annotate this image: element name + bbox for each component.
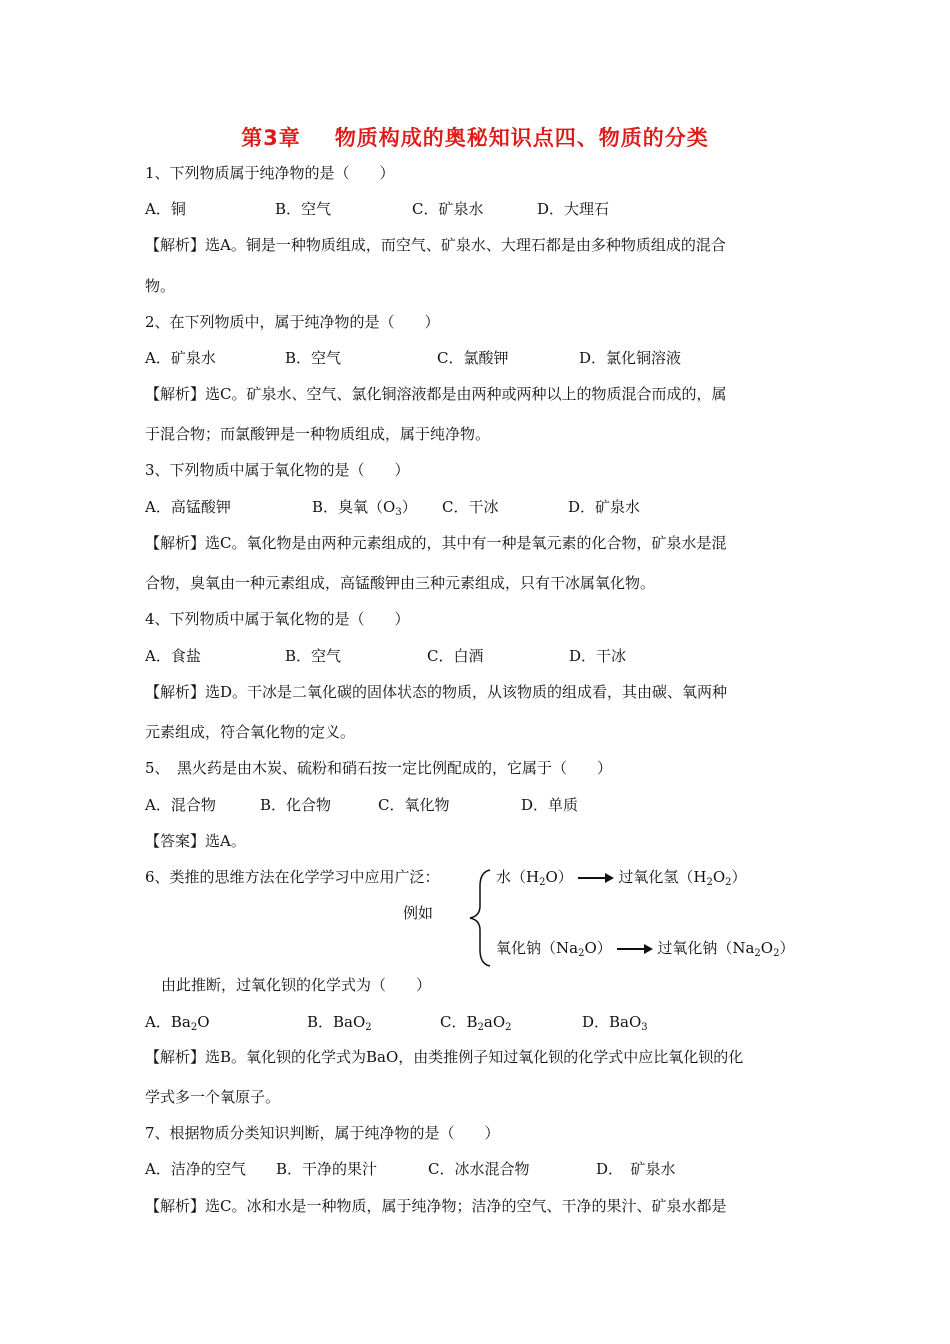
option-b: B．空气 bbox=[285, 349, 342, 367]
option-c: C．矿泉水 bbox=[412, 200, 484, 218]
option-c: C．冰水混合物 bbox=[428, 1160, 530, 1178]
q2-analysis-line2: 于混合物；而氯酸钾是一种物质组成，属于纯净物。 bbox=[145, 425, 491, 443]
q2-analysis-line1: 【解析】选C。矿泉水、空气、氯化铜溶液都是由两种或两种以上的物质混合而成的，属 bbox=[145, 385, 727, 403]
q4-stem: 4、下列物质中属于氧化物的是（ ） bbox=[145, 610, 410, 628]
q5-stem: 5、 黑火药是由木炭、硫粉和硝石按一定比例配成的，它属于（ ） bbox=[145, 759, 613, 777]
q6-options bbox=[145, 1012, 795, 1032]
arrow-right-icon bbox=[617, 943, 653, 955]
option-b: B．臭氧$(O_3)$ bbox=[312, 498, 417, 518]
q4-analysis-line2: 元素组成，符合氧化物的定义。 bbox=[145, 723, 356, 741]
q3-analysis-line1: 【解析】选C。氧化物是由两种元素组成的，其中有一种是氧元素的化合物，矿泉水是混 bbox=[145, 534, 727, 552]
q6-analysis-line1: 【解析】选B。氧化钡的化学式为BaO，由类推例子知过氧化钡的化学式中应比氧化钡的化 bbox=[145, 1048, 744, 1066]
q6-stem: 6、类推的思维方法在化学学习中应用广泛： bbox=[145, 868, 440, 886]
q3-analysis-line2: 合物，臭氧由一种元素组成，高锰酸钾由三种元素组成，只有干冰属氧化物。 bbox=[145, 574, 656, 592]
option-c: C．氯酸钾 bbox=[437, 349, 509, 367]
chapter-topic: 物质构成的奥秘知识点四、物质的分类 bbox=[334, 126, 709, 150]
option-b: B．空气 bbox=[275, 200, 332, 218]
q6-example-row2: 氧化钠$(Na_2O)$ 过氧化钠$(Na_2O_2)$ bbox=[496, 939, 795, 959]
option-a: A．混合物 bbox=[145, 796, 216, 814]
option-b: B．干净的果汁 bbox=[276, 1160, 378, 1178]
q1-analysis-line2: 物。 bbox=[145, 277, 176, 295]
q6-analysis-line2: 学式多一个氧原子。 bbox=[145, 1088, 281, 1106]
option-c: C．白酒 bbox=[427, 647, 484, 665]
q7-stem: 7、根据物质分类知识判断，属于纯净物的是（ ） bbox=[145, 1124, 500, 1142]
q7-analysis-line1: 【解析】选C。冰和水是一种物质，属于纯净物；洁净的空气、干净的果汁、矿泉水都是 bbox=[145, 1197, 727, 1215]
option-a: A．洁净的空气 bbox=[145, 1160, 246, 1178]
option-d: D．干冰 bbox=[569, 647, 627, 665]
q1-stem: 1、下列物质属于纯净物的是（ ） bbox=[145, 164, 395, 182]
option-d: D．BaO$_3$ bbox=[582, 1013, 648, 1033]
q1-analysis-line1: 【解析】选A。铜是一种物质组成，而空气、矿泉水、大理石都是由多种物质组成的混合 bbox=[145, 236, 726, 254]
q3-options bbox=[145, 497, 795, 517]
option-b: B．空气 bbox=[285, 647, 342, 665]
option-d: D． 矿泉水 bbox=[596, 1160, 676, 1178]
q3-stem: 3、下列物质中属于氧化物的是（ ） bbox=[145, 461, 410, 479]
option-b: B．BaO$_2$ bbox=[307, 1013, 372, 1033]
chapter-label: 第3章 bbox=[241, 126, 301, 150]
option-c: C．氧化物 bbox=[378, 796, 450, 814]
q2-options bbox=[145, 348, 795, 368]
arrow-right-icon bbox=[578, 872, 614, 884]
option-a: A．矿泉水 bbox=[145, 349, 216, 367]
option-d: D．氯化铜溶液 bbox=[579, 349, 682, 367]
q1-options bbox=[145, 199, 795, 219]
option-c: C．干冰 bbox=[442, 498, 499, 516]
option-a: A．食盐 bbox=[145, 647, 201, 665]
page-title bbox=[0, 122, 950, 152]
q7-options bbox=[145, 1159, 795, 1179]
option-d: D．矿泉水 bbox=[568, 498, 641, 516]
q5-options bbox=[145, 795, 795, 815]
option-d: D．单质 bbox=[521, 796, 579, 814]
option-a: A．高锰酸钾 bbox=[145, 498, 231, 516]
q5-answer: 【答案】选A。 bbox=[145, 832, 246, 850]
q6-example-row1: 水$(H_2O)$ 过氧化氢$(H_2O_2)$ bbox=[496, 868, 747, 888]
option-b: B．化合物 bbox=[260, 796, 332, 814]
q4-options bbox=[145, 646, 795, 666]
option-d: D．大理石 bbox=[537, 200, 610, 218]
q2-stem: 2、在下列物质中，属于纯净物的是（ ） bbox=[145, 313, 440, 331]
option-a: A．$Ba_2O$ bbox=[145, 1013, 210, 1033]
q6-example-label: 例如 bbox=[403, 904, 434, 922]
q4-analysis-line1: 【解析】选D。干冰是二氧化碳的固体状态的物质，从该物质的组成看，其由碳、氧两种 bbox=[145, 683, 728, 701]
option-a: A．铜 bbox=[145, 200, 186, 218]
option-c: C．$B_2aO_2$ bbox=[440, 1013, 512, 1033]
q6-question: 由此推断，过氧化钡的化学式为（ ） bbox=[161, 976, 432, 994]
curly-brace-icon bbox=[466, 868, 496, 968]
